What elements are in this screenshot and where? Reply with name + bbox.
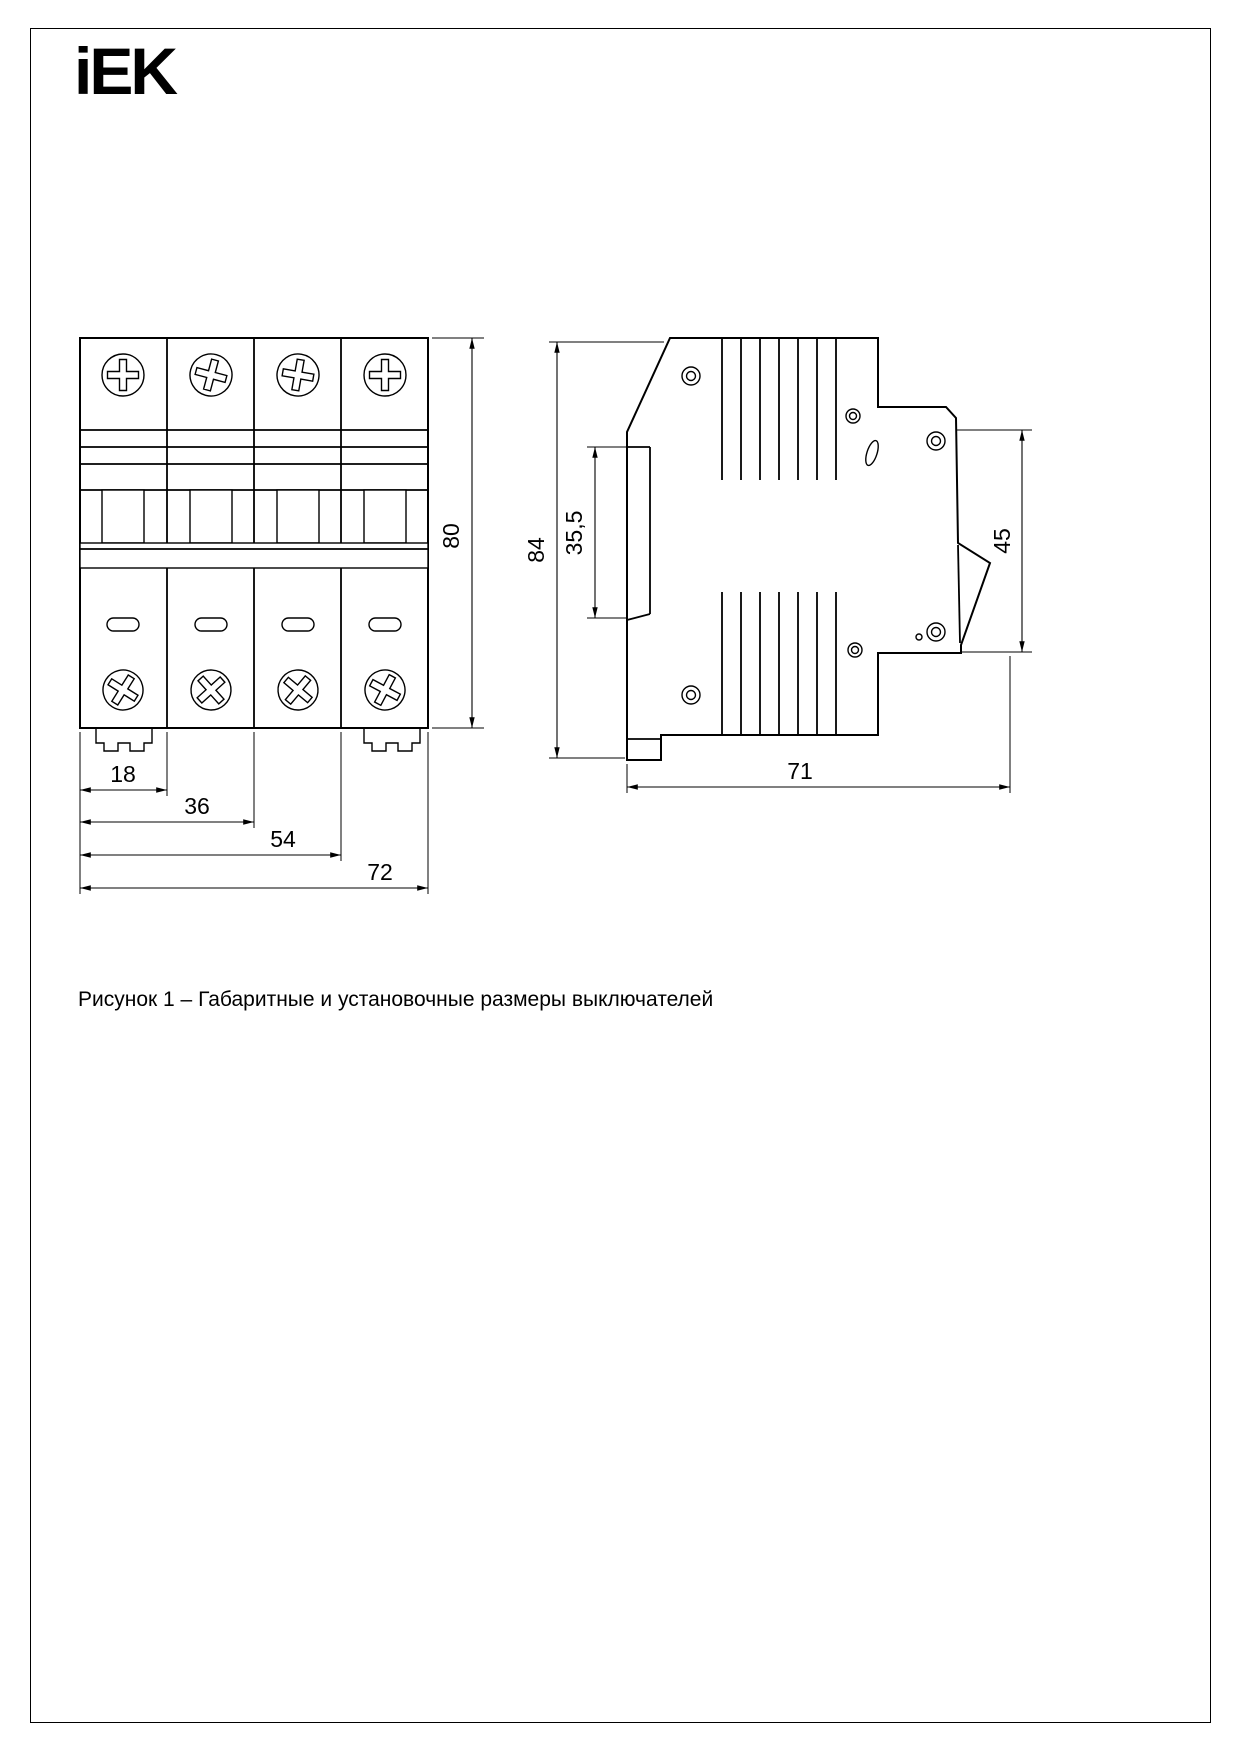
handle-bar	[80, 543, 428, 568]
side-profile	[627, 338, 990, 760]
screw-icon	[102, 354, 144, 396]
dim-label-80: 80	[438, 523, 464, 549]
dim-label-35-5: 35,5	[561, 510, 587, 556]
dim-label-72: 72	[367, 859, 393, 885]
front-view	[80, 338, 484, 894]
dim-rail-recess-35-5	[561, 447, 626, 618]
dim-label-84: 84	[523, 537, 549, 563]
din-clips	[96, 729, 420, 751]
dim-widths	[80, 732, 428, 894]
iek-logo: iEK	[74, 34, 176, 108]
side-view	[523, 338, 1032, 793]
dim-height-80	[432, 338, 484, 728]
figure-caption: Рисунок 1 – Габаритные и установочные размеры выключателей	[78, 988, 714, 1011]
screw-icon	[364, 354, 406, 396]
dim-label-18: 18	[110, 761, 136, 787]
dim-label-71: 71	[787, 758, 813, 784]
dim-label-54: 54	[270, 826, 296, 852]
dim-label-45: 45	[989, 528, 1015, 554]
dim-label-36: 36	[184, 793, 210, 819]
